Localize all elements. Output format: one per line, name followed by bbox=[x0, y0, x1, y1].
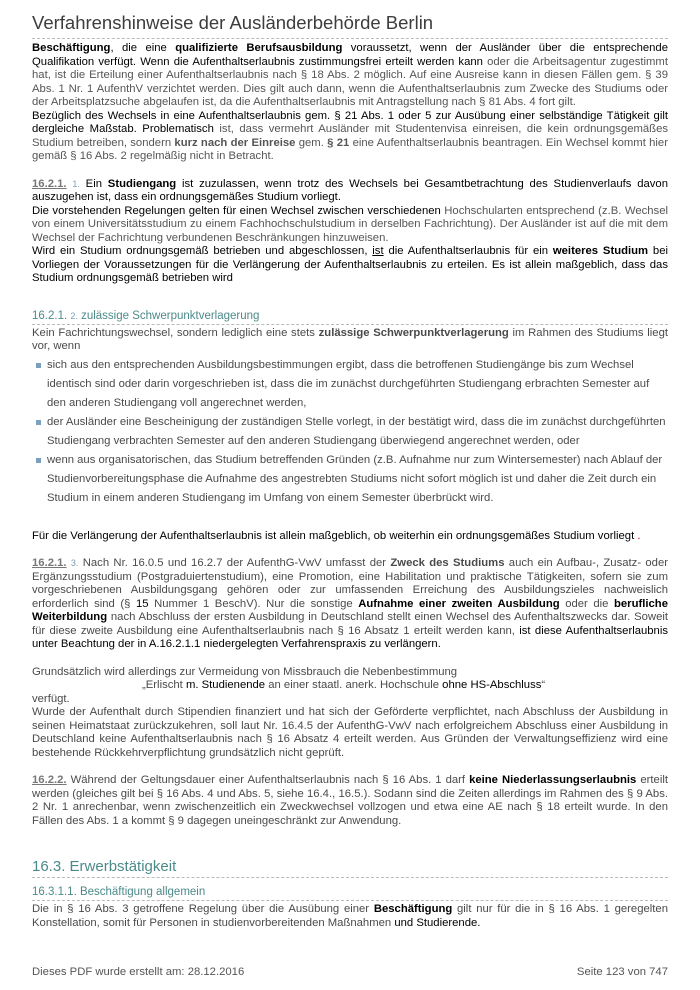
paragraph-selbstaendige-taetigkeit: Bezüglich des Wechsels in eine Aufenthaltserlaubnis gem. § 21 Abs. 1 oder 5 zur Ausübung einer selbständige Tätigkeit gilt dergleiche Maßstab. Problematisch ist, dass vermehrt Ausländer mit Studentenvisa einreisen, die kein ordnungsgemäßes Studium betreiben, sondern kurz nach der Einreise gem. § 21 eine Aufenthaltserlaubnis beantragen. Ein Wechsel kommt hier gemäß § 16 Abs. 2 regelmäßig nicht in Betracht. bbox=[32, 109, 668, 162]
footer-created-date: Dieses PDF wurde erstellt am: 28.12.2016 bbox=[32, 966, 245, 978]
paragraph-weiteres-studium: Wird ein Studium ordnungsgemäß betrieben und abgeschlossen, ist die Aufenthaltserlaubnis für ein weiteres Studium bei Vorliegen der Voraussetzungen für die Verlängerung der Aufenthaltserlaubnis zu erteilen. Es ist allein maßgeblich, dass das Studium ordnungsgemäß betrieben wird bbox=[32, 245, 669, 284]
bullet-list bbox=[32, 356, 668, 508]
heading-divider bbox=[32, 324, 668, 325]
document-body bbox=[32, 42, 668, 930]
paragraph-nebenbestimmung: Grundsätzlich wird allerdings zur Vermeidung von Missbrauch die Nebenbestimmung bbox=[32, 665, 458, 678]
section-number: 16.2.1. bbox=[32, 557, 67, 569]
list-item: wenn aus organisatorischen, das Studium betreffenden Gründen (z.B. Aufnahme nur zum Wintersemester) nach Ablauf der Studienvorbereitungsphase die Aufnahme des angestrebten Studiums nicht sofort möglich ist und daher die Zeit durch ein Studium in einem anderen Studiengang im Umfang von einem Semester überbrückt wird. bbox=[44, 451, 668, 508]
section-16-2-2: 16.2.2. Während der Geltungsdauer einer Aufenthaltserlaubnis nach § 16 Abs. 1 darf keine Niederlassungserlaubnis erteilt werden (gleiches gilt bei § 16 Abs. 4 und Abs. 5, siehe 16.4., 16.5.). Sodann sind die Zeiten allerdings im Rahmen des § 9 Abs. 2 Nr. 1 anrechenbar, wenn zwischenzeitlich ein Zweckwechsel vollzogen und etwa eine AE nach § 18 erteilt wurde. In den Fällen des Abs. 1 a kommt § 9 dagegen uneingeschränkt zur Anwendung. bbox=[32, 774, 668, 827]
paragraph-stipendien: Wurde der Aufenthalt durch Stipendien finanziert und hat sich der Geförderte verpflichtet, nach Abschluss der Ausbildung in seinen Heimatstaat zurückzukehren, soll laut Nr. 16.4.5 der AufenthG-VwV nach erfolgreichem Abschluss einer Ausbildung in Deutschland keine Aufenthaltserlaubnis nach § 16 Absatz 4 erteilt werden. Aus Gründen der Verwaltungseffizienz wird eine bestehende Rückkehrverpflichtung grundsätzlich nicht geprüft. bbox=[32, 706, 668, 759]
section-number: 16.2.1. bbox=[32, 177, 67, 190]
paragraph-verfuegt: verfügt. bbox=[32, 692, 70, 705]
list-item: sich aus den entsprechenden Ausbildungsbestimmungen ergibt, dass die betroffenen Studiengänge bis zum Wechsel identisch sind oder darin vorgeschrieben ist, dass die im zunächst durchgeführten Studiengang erbrachten Semester auf den anderen Studiengang voll angerechnet werden, bbox=[44, 356, 668, 413]
paragraph-schwerpunkt-intro: Kein Fachrichtungswechsel, sondern lediglich eine stets zulässige Schwerpunktverlagerung im Rahmen des Studiums liegt vor, wenn bbox=[32, 326, 669, 352]
section-number: 16.2.2. bbox=[32, 774, 67, 786]
paragraph-nebenbestimmung-zitat: „Erlischt m. Studienende an einer staatl. anerk. Hochschule ohne HS-Abschluss“ bbox=[142, 679, 546, 691]
heading-erwerbstaetigkeit: 16.3. Erwerbstätigkeit bbox=[32, 858, 668, 878]
heading-beschaeftigung-allgemein: 16.3.1.1. Beschäftigung allgemein bbox=[32, 886, 668, 901]
title-divider bbox=[32, 38, 668, 39]
footer-page-number: Seite 123 von 747 bbox=[576, 966, 668, 978]
section-16-2-1-1: 16.2.1. 1. Ein Studiengang ist zuzulassen, wenn trotz des Wechsels bei Gesamtbetrachtung des Studienverlaufs davon auszugehen ist, dass ein ordnungsgemäßes Studium vorliegt. bbox=[32, 177, 668, 203]
paragraph-verlaengerung: Für die Verlängerung der Aufenthaltserlaubnis ist allein maßgeblich, ob weiterhin ein ordnungsgemäßes Studium vorliegt . bbox=[32, 529, 641, 542]
paragraph-hochschularten: Die vorstehenden Regelungen gelten für einen Wechsel zwischen verschiedenen Hochschularten entsprechend (z.B. Wechsel von einem Universitätsstudium zu einem Fachhochschulstudium in derselben Fachrichtung). Der Ausländer ist auf die mit dem Wechsel der Fachrichtung verbundenen Beschränkungen hinzuweisen. bbox=[32, 204, 668, 244]
page-title: Verfahrenshinweise der Ausländerbehörde Berlin bbox=[32, 12, 434, 33]
heading-divider bbox=[32, 877, 668, 878]
heading-schwerpunktverlagerung: 16.2.1. 2. zulässige Schwerpunktverlagerung bbox=[32, 310, 668, 325]
paragraph-beschaeftigung: Die in § 16 Abs. 3 getroffene Regelung über die Ausübung einer Beschäftigung gilt nur für die in § 16 Abs. 1 geregelten Konstellation, somit für Personen in studienvorbereitenden Maßnahmen und Studierende. bbox=[32, 903, 668, 929]
heading-divider bbox=[32, 900, 668, 901]
section-16-2-1-3: 16.2.1. 3. Nach Nr. 16.0.5 und 16.2.7 der AufenthG-VwV umfasst der Zweck des Studiums auch ein Aufbau-, Zusatz- oder Ergänzungsstudium (Postgraduiertenstudium), eine Promotion, eine Habilitation und praktische Tätigkeiten, sofern sie zum vorgeschriebenen Ausbildungsgang gehören oder zur umfassenden Erreichung des Ausbildungszieles nachweislich erforderlich sind (§ 15 Nummer 1 BeschV). Nur die sonstige Aufnahme einer zweiten Ausbildung oder die berufliche Weiterbildung nach Abschluss der ersten Ausbildung in Deutschland stellt einen Wechsel des Aufenthaltszwecks dar. Soweit für diese zweite Ausbildung eine Aufenthaltserlaubnis nach § 16 Absatz 1 erteilt werden kann, ist diese Aufenthaltserlaubnis unter Beachtung der in A.16.2.1.1 niedergelegten Verfahrenspraxis zu verlängern. bbox=[32, 557, 669, 650]
list-item: der Ausländer eine Bescheinigung der zuständigen Stelle vorlegt, in der bestätigt wird, dass die im zunächst durchgeführten Studiengang verbrachten Semester auf den anderen Studiengang überwiegend angerechnet werden, oder bbox=[44, 413, 668, 451]
paragraph-qualifizierte-beschaeftigung: Beschäftigung, die eine qualifizierte Berufsausbildung voraussetzt, wenn der Ausländer über die entsprechende Qualifikation verfügt. Wenn die Aufenthaltserlaubnis zustimmungsfrei erteilt werden kann oder die Arbeitsagentur zugestimmt hat, ist die Erteilung einer Aufenthaltserlaubnis nach § 18 Abs. 2 möglich. Auf eine Ausreise kann in diesen Fällen gem. § 39 Abs. 1 Nr. 1 AufenthV verzichtet werden. Dies gilt auch dann, wenn die Aufenthaltserlaubnis zum Zwecke des Studiums oder der Arbeitsplatzsuche abgelaufen ist, da die Aufenthaltserlaubnis mit Antragstellung nach § 81 Abs. 4 fort gilt. bbox=[32, 42, 668, 108]
